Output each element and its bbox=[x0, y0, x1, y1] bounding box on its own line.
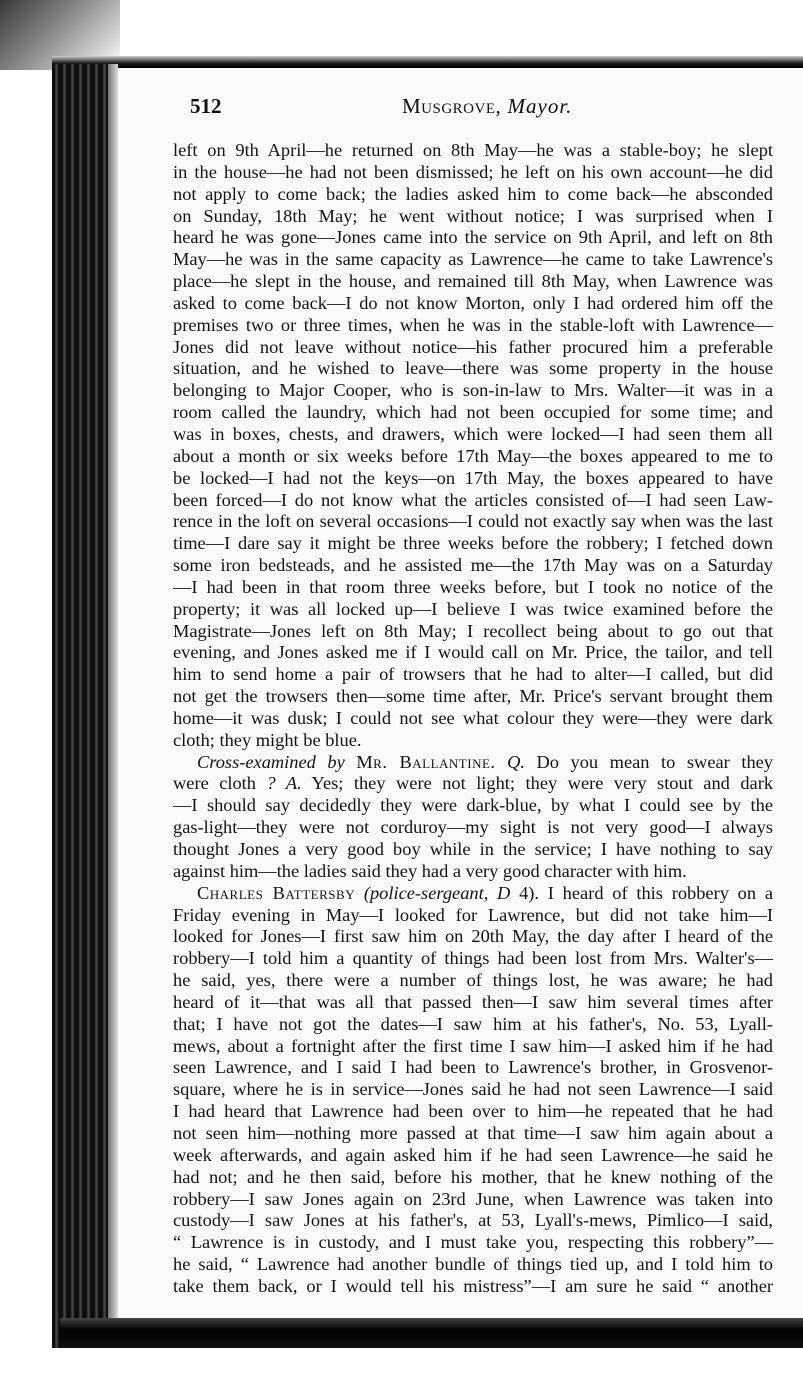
question-marker: Q. bbox=[507, 751, 525, 772]
text-line bbox=[173, 162, 773, 184]
line-text: was in boxes, chests, and drawers, which were locked—I had seen them all bbox=[173, 423, 773, 444]
text-line bbox=[173, 184, 773, 206]
text-line bbox=[173, 642, 773, 664]
line-text: robbery—I saw Jones again on 23rd June, when Lawrence was taken into bbox=[173, 1188, 773, 1209]
line-text: left on 9th April—he returned on 8th May—he was a stable-boy; he slept bbox=[173, 140, 773, 160]
text-line bbox=[173, 358, 773, 380]
line-text: on Sunday, 18th May; he went without notice; I was surprised when I bbox=[173, 205, 773, 226]
text-line bbox=[173, 1276, 773, 1298]
witness-title: (police-sergeant, D bbox=[363, 882, 511, 903]
answer-marker: ? A. bbox=[266, 773, 302, 794]
text-line bbox=[173, 1123, 773, 1145]
running-head-name: Musgrove, bbox=[402, 94, 502, 118]
text-line bbox=[173, 446, 773, 468]
text-line bbox=[173, 905, 773, 927]
text-line bbox=[173, 839, 773, 861]
text-line bbox=[173, 293, 773, 315]
line-text: about a month or six weeks before 17th May—the boxes appeared to me to bbox=[173, 445, 773, 466]
scan-bottom-margin bbox=[0, 1348, 803, 1396]
line-text: property; it was all locked up—I believe I was twice examined before the bbox=[173, 598, 773, 619]
line-text: thought Jones a very good boy while in the service; I have nothing to say bbox=[173, 839, 773, 859]
line-text: week afterwards, and again asked him if he had seen Lawrence—he said he bbox=[173, 1144, 773, 1165]
text-line bbox=[173, 468, 773, 490]
text-line bbox=[173, 533, 773, 555]
text-line bbox=[173, 817, 773, 839]
text-line bbox=[173, 511, 773, 533]
line-text: against him—the ladies said they had a very good character with him. bbox=[173, 860, 687, 881]
text-line bbox=[173, 1254, 773, 1276]
counsel-name: Mr. Ballantine. bbox=[356, 751, 496, 772]
line-text: he said, “ Lawrence had another bundle of things tied up, and I told him to bbox=[173, 1254, 773, 1275]
line-text: robbery—I told him a quantity of things had been lost from Mrs. Walter's— bbox=[173, 948, 773, 969]
line-text: asked to come back—I do not know Morton, only I had ordered him off the bbox=[173, 292, 773, 313]
running-head bbox=[402, 94, 572, 119]
text-line bbox=[173, 577, 773, 599]
book-top-edge bbox=[52, 56, 803, 68]
line-text: —I had been in that room three weeks before, but I took no notice of the bbox=[173, 576, 773, 597]
line-text: Friday evening in May—I looked for Lawrence, but did not take him—I bbox=[173, 904, 773, 925]
line-text: been forced—I do not know what the articles consisted of—I had seen Law- bbox=[173, 489, 773, 510]
text-line bbox=[173, 752, 773, 774]
line-text: place—he slept in the house, and remained till 8th May, when Lawrence was bbox=[173, 271, 773, 292]
text-line bbox=[173, 555, 773, 577]
line-text: mews, about a fortnight after the first time I saw him—I asked him if he had bbox=[173, 1035, 773, 1056]
text-line bbox=[173, 380, 773, 402]
line-text: seen Lawrence, and I said I had been to Lawrence's brother, in Grosvenor- bbox=[173, 1057, 773, 1078]
line-text: rence in the loft on several occasions—I could not exactly say when was the last bbox=[173, 511, 773, 532]
line-text: situation, and he wished to leave—there was some property in the house bbox=[173, 358, 773, 379]
line-text: room called the laundry, which had not been occupied for some time; and bbox=[173, 402, 773, 423]
text-line bbox=[173, 926, 773, 948]
line-text: belonging to Major Cooper, who is son-in-law to Mrs. Walter—it was in a bbox=[173, 380, 773, 401]
line-text: Yes; they were not light; they were very stout and dark bbox=[311, 773, 774, 794]
text-line bbox=[173, 271, 773, 293]
page-body-text bbox=[173, 140, 773, 1298]
text-fragment: were cloth bbox=[173, 773, 256, 794]
text-line bbox=[173, 315, 773, 337]
text-line bbox=[173, 1101, 773, 1123]
line-text: not get the trowsers then—some time after, Mr. Price's servant brought them bbox=[173, 686, 773, 707]
text-line bbox=[173, 249, 773, 271]
line-text: “ Lawrence is in custody, and I must take you, respecting this robbery”— bbox=[173, 1232, 773, 1253]
line-text: gas-light—they were not corduroy—my sight is not very good—I always bbox=[173, 817, 773, 838]
book-spine-page-edges bbox=[52, 64, 110, 1354]
book-bottom-edge bbox=[60, 1318, 803, 1348]
text-line bbox=[173, 490, 773, 512]
line-text: not seen him—nothing more passed at that time—I saw him again about a bbox=[173, 1122, 773, 1143]
line-text: 4). I heard of this robbery on a bbox=[519, 882, 773, 903]
text-line bbox=[173, 621, 773, 643]
text-line bbox=[173, 883, 773, 905]
text-line bbox=[173, 992, 773, 1014]
page-gutter bbox=[108, 64, 118, 1349]
line-text: time—I dare say it might be three weeks before the robbery; I fetched down bbox=[173, 533, 773, 554]
line-text: some iron bedsteads, and he assisted me—the 17th May was on a Saturday bbox=[173, 555, 773, 576]
line-text: he said, yes, there were a number of things lost, he was aware; he had bbox=[173, 970, 773, 991]
line-text: in the house—he had not been dismissed; he left on his own account—he did bbox=[173, 161, 773, 182]
text-line bbox=[173, 664, 773, 686]
text-line bbox=[173, 1014, 773, 1036]
text-line bbox=[173, 708, 773, 730]
line-text: evening, and Jones asked me if I would call on Mr. Price, the tailor, and tell bbox=[173, 642, 773, 663]
text-line bbox=[173, 686, 773, 708]
text-line bbox=[173, 861, 773, 883]
text-line bbox=[173, 1145, 773, 1167]
line-text: May—he was in the same capacity as Lawrence—he came to take Lawrence's bbox=[173, 249, 773, 270]
page-header bbox=[190, 94, 750, 124]
text-line bbox=[173, 424, 773, 446]
text-line bbox=[173, 1167, 773, 1189]
line-text: —I should say decidedly they were dark-blue, by what I could see by the bbox=[173, 795, 773, 816]
page-number: 512 bbox=[190, 94, 222, 118]
line-text: heard he was gone—Jones came into the service on 9th April, and left on 8th bbox=[173, 227, 773, 248]
text-line bbox=[173, 1232, 773, 1254]
line-text: looked for Jones—I first saw him on 20th May, the day after I heard of the bbox=[173, 926, 773, 947]
line-text: that; I have not got the dates—I saw him at his father's, No. 53, Lyall- bbox=[173, 1013, 773, 1034]
text-line bbox=[173, 206, 773, 228]
text-line bbox=[173, 1036, 773, 1058]
witness-name: Charles Battersby bbox=[197, 882, 356, 903]
text-line bbox=[173, 140, 773, 162]
text-line bbox=[173, 948, 773, 970]
line-text: square, where he is in service—Jones said he had not seen Lawrence—I said bbox=[173, 1079, 773, 1100]
line-text: I had heard that Lawrence had been over to him—he repeated that he had bbox=[173, 1101, 773, 1122]
line-text: premises two or three times, when he was in the stable-loft with Lawrence— bbox=[173, 314, 773, 335]
text-line bbox=[173, 227, 773, 249]
text-line bbox=[173, 402, 773, 424]
line-text: him to send home a pair of trowsers that he had to alter—I called, but did bbox=[173, 664, 773, 685]
text-line bbox=[173, 599, 773, 621]
text-line bbox=[173, 773, 773, 795]
line-text: home—it was dusk; I could not see what colour they were—they were dark bbox=[173, 707, 773, 728]
text-line bbox=[173, 1189, 773, 1211]
running-head-title: Mayor. bbox=[507, 94, 573, 118]
line-text: be locked—I had not the keys—on 17th May, the boxes appeared to have bbox=[173, 467, 773, 488]
text-line bbox=[173, 1057, 773, 1079]
line-text: cloth; they might be blue. bbox=[173, 729, 362, 750]
text-line bbox=[173, 730, 773, 752]
line-text: heard of it—that was all that passed then—I saw him several times after bbox=[173, 991, 773, 1012]
line-text: Do you mean to swear they bbox=[536, 751, 774, 772]
line-text: not apply to come back; the ladies asked him to come back—he absconded bbox=[173, 183, 773, 204]
text-line bbox=[173, 795, 773, 817]
text-line bbox=[173, 970, 773, 992]
line-text: had not; and he then said, before his mother, that he knew nothing of the bbox=[173, 1166, 773, 1187]
text-line bbox=[173, 1079, 773, 1101]
line-text: custody—I saw Jones at his father's, at 53, Lyall's-mews, Pimlico—I said, bbox=[173, 1210, 773, 1231]
line-text: Jones did not leave without notice—his father procured him a preferable bbox=[173, 336, 773, 357]
text-line bbox=[173, 337, 773, 359]
line-text: Magistrate—Jones left on 8th May; I recollect being about to go out that bbox=[173, 620, 773, 641]
examination-label: Cross-examined by bbox=[197, 751, 345, 772]
line-text: take them back, or I would tell his mistress”—I am sure he said “ another bbox=[173, 1275, 773, 1296]
text-line bbox=[173, 1210, 773, 1232]
